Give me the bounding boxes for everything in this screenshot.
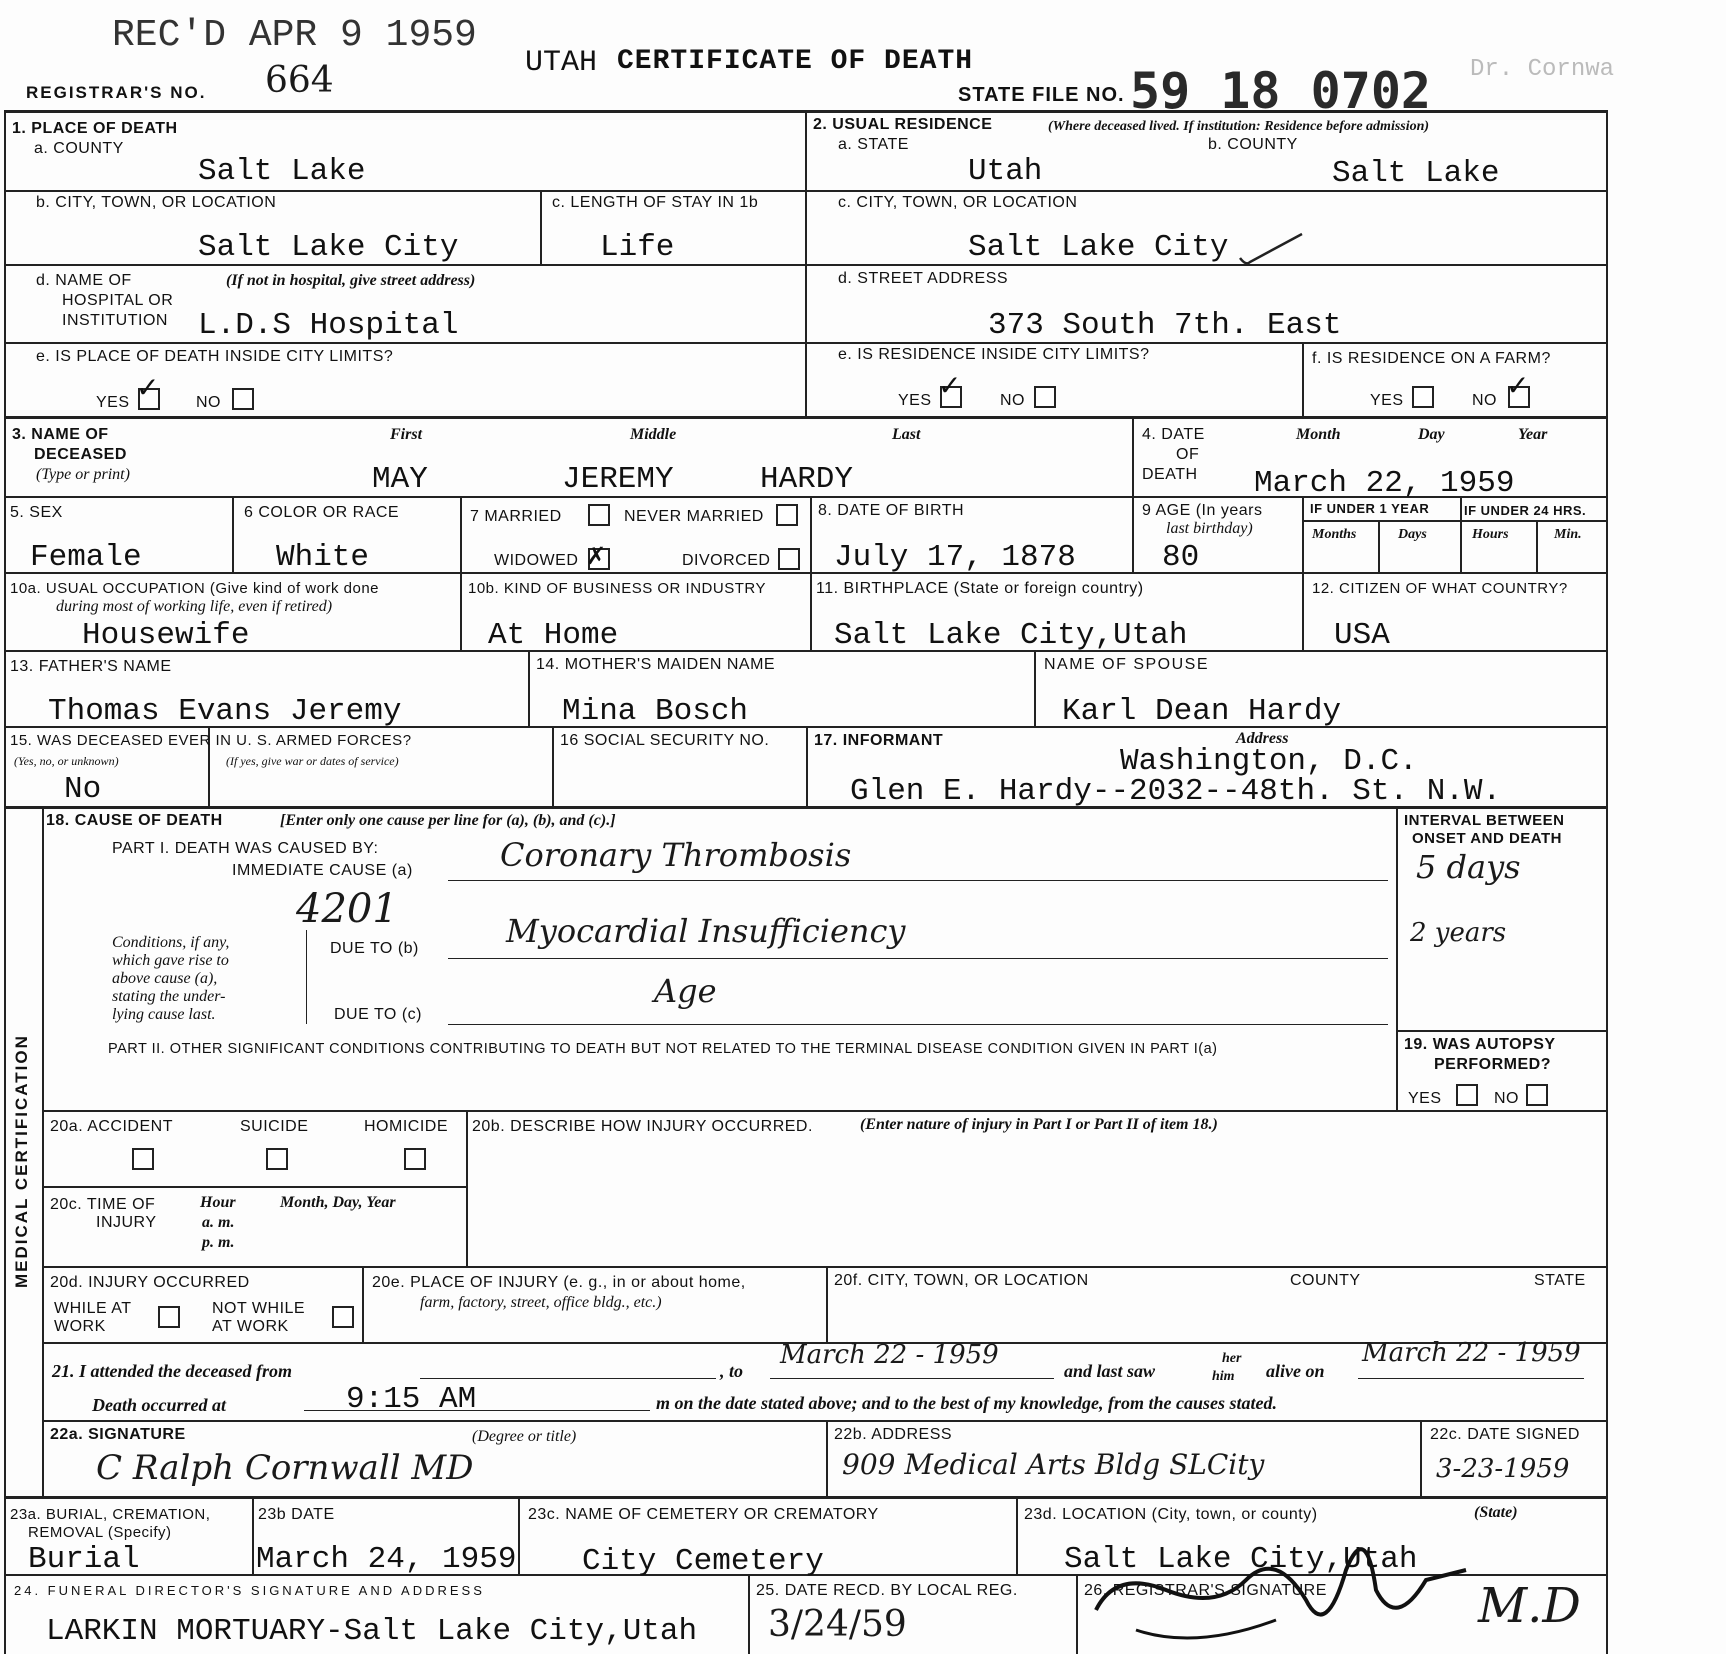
registrar-signature-scrawl — [1076, 1510, 1476, 1650]
autopsy-yes-checkbox[interactable] — [1456, 1084, 1478, 1106]
hours-label: Hours — [1472, 527, 1509, 542]
death-county-label: a. COUNTY — [34, 140, 124, 157]
citizen: USA — [1334, 618, 1390, 653]
physician-signature: C Ralph Cornwall MD — [96, 1448, 474, 1488]
cause-of-death-hint: [Enter only one cause per line for (a), (b), and (c).] — [280, 812, 616, 829]
attended-label: 21. I attended the deceased from — [52, 1361, 292, 1381]
informant-label: 17. INFORMANT — [814, 732, 944, 749]
part1-label: PART I. DEATH WAS CAUSED BY: — [112, 840, 379, 857]
under-24-hrs-label: IF UNDER 24 HRS. — [1464, 503, 1587, 518]
not-at-work-label-2: AT WORK — [212, 1318, 289, 1335]
date-of-death: March 22, 1959 — [1254, 466, 1515, 501]
min-label: Min. — [1554, 527, 1582, 542]
state-file-label: STATE FILE NO. — [958, 84, 1125, 106]
state-file-no: 59 18 0702 — [1130, 62, 1432, 120]
armed-forces: No — [64, 772, 102, 807]
length-of-stay-label: c. LENGTH OF STAY IN 1b — [552, 194, 759, 211]
usual-residence-label: 2. USUAL RESIDENCE — [813, 116, 993, 133]
date-signed-label: 22c. DATE SIGNED — [1430, 1426, 1580, 1443]
farm-no-label: NO — [1472, 392, 1497, 409]
injury-county-label: COUNTY — [1290, 1272, 1361, 1289]
autopsy-yes-label: YES — [1408, 1090, 1442, 1107]
interval-b: 2 years — [1410, 918, 1507, 948]
to-label: , to — [720, 1361, 744, 1381]
name-label-3: (Type or print) — [36, 466, 130, 483]
interval-label-2: ONSET AND DEATH — [1412, 830, 1562, 847]
days-label: Days — [1398, 527, 1427, 542]
autopsy-label-1: 19. WAS AUTOPSY — [1404, 1036, 1556, 1053]
cemetery: City Cemetery — [582, 1544, 824, 1579]
injury-state-label: STATE — [1534, 1272, 1586, 1289]
last-name: HARDY — [760, 462, 854, 497]
residence-state: Utah — [968, 154, 1043, 189]
autopsy-label-2: PERFORMED? — [1434, 1056, 1551, 1073]
death-inside-no-checkbox[interactable] — [232, 388, 254, 410]
title-prefix: UTAH — [525, 46, 598, 80]
check-mark-icon: ✓ — [938, 369, 962, 402]
hospital-hint: (If not in hospital, give street address) — [226, 272, 476, 289]
occupation-label-2: during most of working life, even if retired) — [56, 598, 333, 615]
month-label: Month — [1296, 426, 1341, 443]
divorced-checkbox[interactable] — [778, 548, 800, 570]
last-label: Last — [892, 426, 921, 443]
birthplace: Salt Lake City,Utah — [834, 618, 1188, 653]
residence-city: Salt Lake City — [968, 230, 1229, 265]
name-label-2: DECEASED — [34, 446, 127, 463]
interval-label-1: INTERVAL BETWEEN — [1404, 812, 1565, 829]
while-at-work-label-2: WORK — [54, 1318, 106, 1335]
father-label: 13. FATHER'S NAME — [10, 658, 172, 675]
her-label: her — [1222, 1351, 1242, 1366]
place-of-death-label: 1. PLACE OF DEATH — [12, 120, 178, 137]
sex-label: 5. SEX — [10, 504, 63, 521]
burial-state-label: (State) — [1474, 1504, 1518, 1521]
residence-yes-label: YES — [898, 392, 932, 409]
accident-checkbox[interactable] — [132, 1148, 154, 1170]
homicide-checkbox[interactable] — [404, 1148, 426, 1170]
physician-address-label: 22b. ADDRESS — [834, 1426, 953, 1443]
business: At Home — [488, 618, 619, 653]
street-address: 373 South 7th. East — [988, 308, 1342, 343]
physician-address: 909 Medical Arts Bldg SLCity — [842, 1448, 1265, 1481]
date-of-birth: July 17, 1878 — [834, 540, 1076, 575]
year-label: Year — [1518, 426, 1548, 443]
conditions-line-5: lying cause last. — [112, 1006, 216, 1023]
injury-desc-label: 20b. DESCRIBE HOW INJURY OCCURRED. — [472, 1118, 813, 1135]
age-label: 9 AGE (In years — [1142, 502, 1263, 519]
funeral-director: LARKIN MORTUARY-Salt Lake City,Utah — [46, 1614, 698, 1649]
sex: Female — [30, 540, 142, 575]
farm-yes-checkbox[interactable] — [1412, 386, 1434, 408]
ssn-label: 16 SOCIAL SECURITY NO. — [560, 732, 770, 749]
father-name: Thomas Evans Jeremy — [48, 694, 402, 729]
medical-certification-label: MEDICAL CERTIFICATION — [12, 1034, 31, 1288]
due-to-b: Myocardial Insufficiency — [506, 912, 906, 950]
day-label: Day — [1418, 426, 1445, 443]
death-inside-limits-label: e. IS PLACE OF DEATH INSIDE CITY LIMITS? — [36, 348, 394, 365]
burial-method-label-1: 23a. BURIAL, CREMATION, — [10, 1506, 211, 1523]
suicide-label: SUICIDE — [240, 1118, 309, 1135]
middle-name: JEREMY — [562, 462, 674, 497]
months-label: Months — [1312, 527, 1357, 542]
alive-on-label: alive on — [1266, 1361, 1325, 1381]
age-label-2: last birthday) — [1166, 520, 1253, 537]
while-at-work-label-1: WHILE AT — [54, 1300, 132, 1317]
page-title: CERTIFICATE OF DEATH — [617, 46, 974, 77]
attended-to-date: March 22 - 1959 — [780, 1340, 999, 1370]
conditions-line-3: above cause (a), — [112, 970, 218, 987]
occupation-label-1: 10a. USUAL OCCUPATION (Give kind of work done — [10, 580, 380, 597]
due-to-b-label: DUE TO (b) — [330, 940, 419, 957]
armed-forces-label: 15. WAS DECEASED EVER IN U. S. ARMED FORCES? — [10, 732, 412, 749]
injury-city-label: 20f. CITY, TOWN, OR LOCATION — [834, 1272, 1089, 1289]
death-occurred-label: Death occurred at — [92, 1395, 226, 1415]
due-to-c-label: DUE TO (c) — [334, 1006, 422, 1023]
place-of-injury-label-2: farm, factory, street, office bldg., etc.) — [420, 1294, 662, 1311]
residence-inside-limits-label: e. IS RESIDENCE INSIDE CITY LIMITS? — [838, 346, 1150, 363]
length-of-stay: Life — [600, 230, 675, 265]
widowed-label: WIDOWED — [494, 552, 579, 569]
residence-no-label: NO — [1000, 392, 1025, 409]
business-label: 10b. KIND OF BUSINESS OR INDUSTRY — [468, 580, 766, 597]
date-recd: 3/24/59 — [768, 1604, 907, 1645]
immediate-cause-label: IMMEDIATE CAUSE (a) — [232, 862, 413, 879]
injury-occurred-label: 20d. INJURY OCCURRED — [50, 1274, 250, 1291]
month-day-year-label: Month, Day, Year — [280, 1194, 396, 1211]
checkmark-icon — [1236, 228, 1306, 268]
age: 80 — [1162, 540, 1200, 575]
date-of-death-label-1: 4. DATE — [1142, 426, 1205, 443]
death-city-label: b. CITY, TOWN, OR LOCATION — [36, 194, 277, 211]
injury-desc-hint: (Enter nature of injury in Part I or Part II of item 18.) — [860, 1116, 1218, 1133]
time-of-injury-label-2: INJURY — [96, 1214, 157, 1231]
hospital-label-3: INSTITUTION — [62, 312, 168, 329]
street-address-label: d. STREET ADDRESS — [838, 270, 1009, 287]
dob-label: 8. DATE OF BIRTH — [818, 502, 965, 519]
informant-name: Glen E. Hardy--2032--48th. St. N.W. — [850, 774, 1502, 809]
suicide-checkbox[interactable] — [266, 1148, 288, 1170]
interval-a: 5 days — [1416, 848, 1521, 886]
cause-of-death-label: 18. CAUSE OF DEATH — [46, 812, 223, 829]
funeral-director-label: 24. FUNERAL DIRECTOR'S SIGNATURE AND ADDRESS — [14, 1583, 485, 1598]
signature-label: 22a. SIGNATURE — [50, 1426, 186, 1443]
homicide-label: HOMICIDE — [364, 1118, 448, 1135]
married-label: 7 MARRIED — [470, 508, 562, 525]
armed-hint-1: (Yes, no, or unknown) — [14, 754, 119, 768]
place-of-injury-label-1: 20e. PLACE OF INJURY (e. g., in or about home, — [372, 1274, 746, 1291]
am-label: a. m. — [202, 1214, 235, 1231]
date-of-death-label-3: DEATH — [1142, 466, 1198, 483]
last-saw-label: and last saw — [1064, 1361, 1156, 1381]
never-married-label: NEVER MARRIED — [624, 508, 764, 525]
death-no-label: NO — [196, 394, 221, 411]
cemetery-label: 23c. NAME OF CEMETERY OR CREMATORY — [528, 1506, 879, 1523]
residence-city-label: c. CITY, TOWN, OR LOCATION — [838, 194, 1078, 211]
date-of-death-label-2: OF — [1176, 446, 1200, 463]
hospital-label-1: d. NAME OF — [36, 272, 132, 289]
middle-label: Middle — [630, 426, 677, 443]
burial-date-label: 23b DATE — [258, 1506, 335, 1523]
accident-label: 20a. ACCIDENT — [50, 1118, 173, 1135]
not-at-work-label-1: NOT WHILE — [212, 1300, 306, 1317]
never-married-checkbox[interactable] — [776, 504, 798, 526]
check-mark-icon: ✓ — [136, 371, 160, 404]
residence-state-label: a. STATE — [838, 136, 909, 153]
death-occurred-tail: m on the date stated above; and to the best of my knowledge, from the causes stated. — [656, 1393, 1277, 1413]
hour-label: Hour — [200, 1194, 236, 1211]
divorced-label: DIVORCED — [682, 552, 771, 569]
farm-label: f. IS RESIDENCE ON A FARM? — [1312, 350, 1551, 367]
x-mark-icon: ✗ — [586, 542, 607, 570]
married-checkbox[interactable] — [588, 504, 610, 526]
race-label: 6 COLOR OR RACE — [244, 504, 400, 521]
him-label: him — [1212, 1369, 1235, 1384]
informant-address: Washington, D.C. — [1120, 744, 1418, 779]
check-mark-icon: ✓ — [1506, 369, 1530, 402]
autopsy-no-checkbox[interactable] — [1526, 1084, 1548, 1106]
conditions-line-4: stating the under- — [112, 988, 226, 1005]
degree-label: (Degree or title) — [472, 1428, 577, 1445]
under-1-year-label: IF UNDER 1 YEAR — [1310, 501, 1430, 516]
bleed-through-text: Dr. Cornwa — [1470, 56, 1615, 83]
while-at-work-checkbox[interactable] — [158, 1306, 180, 1328]
date-signed: 3-23-1959 — [1436, 1454, 1570, 1484]
occupation: Housewife — [82, 618, 250, 653]
burial-method-label-2: REMOVAL (Specify) — [28, 1524, 172, 1541]
residence-inside-no-checkbox[interactable] — [1034, 386, 1056, 408]
pm-label: p. m. — [202, 1234, 235, 1251]
registrar-no: 664 — [265, 60, 334, 101]
residence-county: Salt Lake — [1332, 156, 1500, 191]
time-of-injury-label-1: 20c. TIME OF — [50, 1196, 156, 1213]
death-city: Salt Lake City — [198, 230, 459, 265]
immediate-cause: Coronary Thrombosis — [500, 836, 852, 874]
death-county: Salt Lake — [198, 154, 366, 189]
date-recd-label: 25. DATE RECD. BY LOCAL REG. — [756, 1582, 1018, 1599]
spouse-label: NAME OF SPOUSE — [1044, 656, 1210, 673]
usual-residence-hint: (Where deceased lived. If institution: Residence before admission) — [1048, 119, 1430, 134]
death-occurred-time: 9:15 AM — [346, 1382, 477, 1417]
registrar-no-label: REGISTRAR'S NO. — [26, 83, 207, 102]
conditions-line-1: Conditions, if any, — [112, 934, 230, 951]
autopsy-no-label: NO — [1494, 1090, 1519, 1107]
burial-location: Salt Lake City,Utah — [1064, 1542, 1418, 1577]
registrar-signature-suffix: M.D — [1478, 1578, 1581, 1634]
conditions-line-2: which gave rise to — [112, 952, 229, 969]
hospital-name: L.D.S Hospital — [198, 308, 459, 343]
alive-on-date: March 22 - 1959 — [1362, 1338, 1581, 1368]
mother-label: 14. MOTHER'S MAIDEN NAME — [536, 656, 776, 673]
due-to-c: Age — [654, 972, 717, 1010]
birthplace-label: 11. BIRTHPLACE (State or foreign country) — [816, 580, 1144, 597]
not-at-work-checkbox[interactable] — [332, 1306, 354, 1328]
spouse-name: Karl Dean Hardy — [1062, 694, 1342, 729]
first-label: First — [390, 426, 423, 443]
residence-county-label: b. COUNTY — [1208, 136, 1298, 153]
cause-code-note: 4201 — [296, 886, 398, 932]
received-stamp: REC'D APR 9 1959 — [112, 14, 477, 57]
farm-yes-label: YES — [1370, 392, 1404, 409]
burial-location-label: 23d. LOCATION (City, town, or county) — [1024, 1506, 1318, 1523]
name-label-1: 3. NAME OF — [12, 426, 109, 443]
first-name: MAY — [372, 462, 428, 497]
mother-name: Mina Bosch — [562, 694, 749, 729]
burial-date: March 24, 1959 — [256, 1542, 517, 1577]
burial-method: Burial — [28, 1542, 140, 1577]
part2-label: PART II. OTHER SIGNIFICANT CONDITIONS CONTRIBUTING TO DEATH BUT NOT RELATED TO THE TERMINAL DISEASE CONDITION GIVEN IN PART I(a) — [108, 1041, 1218, 1057]
informant-address-label: Address — [1236, 730, 1289, 747]
armed-hint-2: (If yes, give war or dates of service) — [226, 754, 399, 768]
death-yes-label: YES — [96, 394, 130, 411]
citizen-label: 12. CITIZEN OF WHAT COUNTRY? — [1312, 580, 1568, 597]
hospital-label-2: HOSPITAL OR — [62, 292, 174, 309]
race: White — [276, 540, 370, 575]
registrar-signature-label: 26. REGISTRAR'S SIGNATURE — [1084, 1582, 1327, 1599]
